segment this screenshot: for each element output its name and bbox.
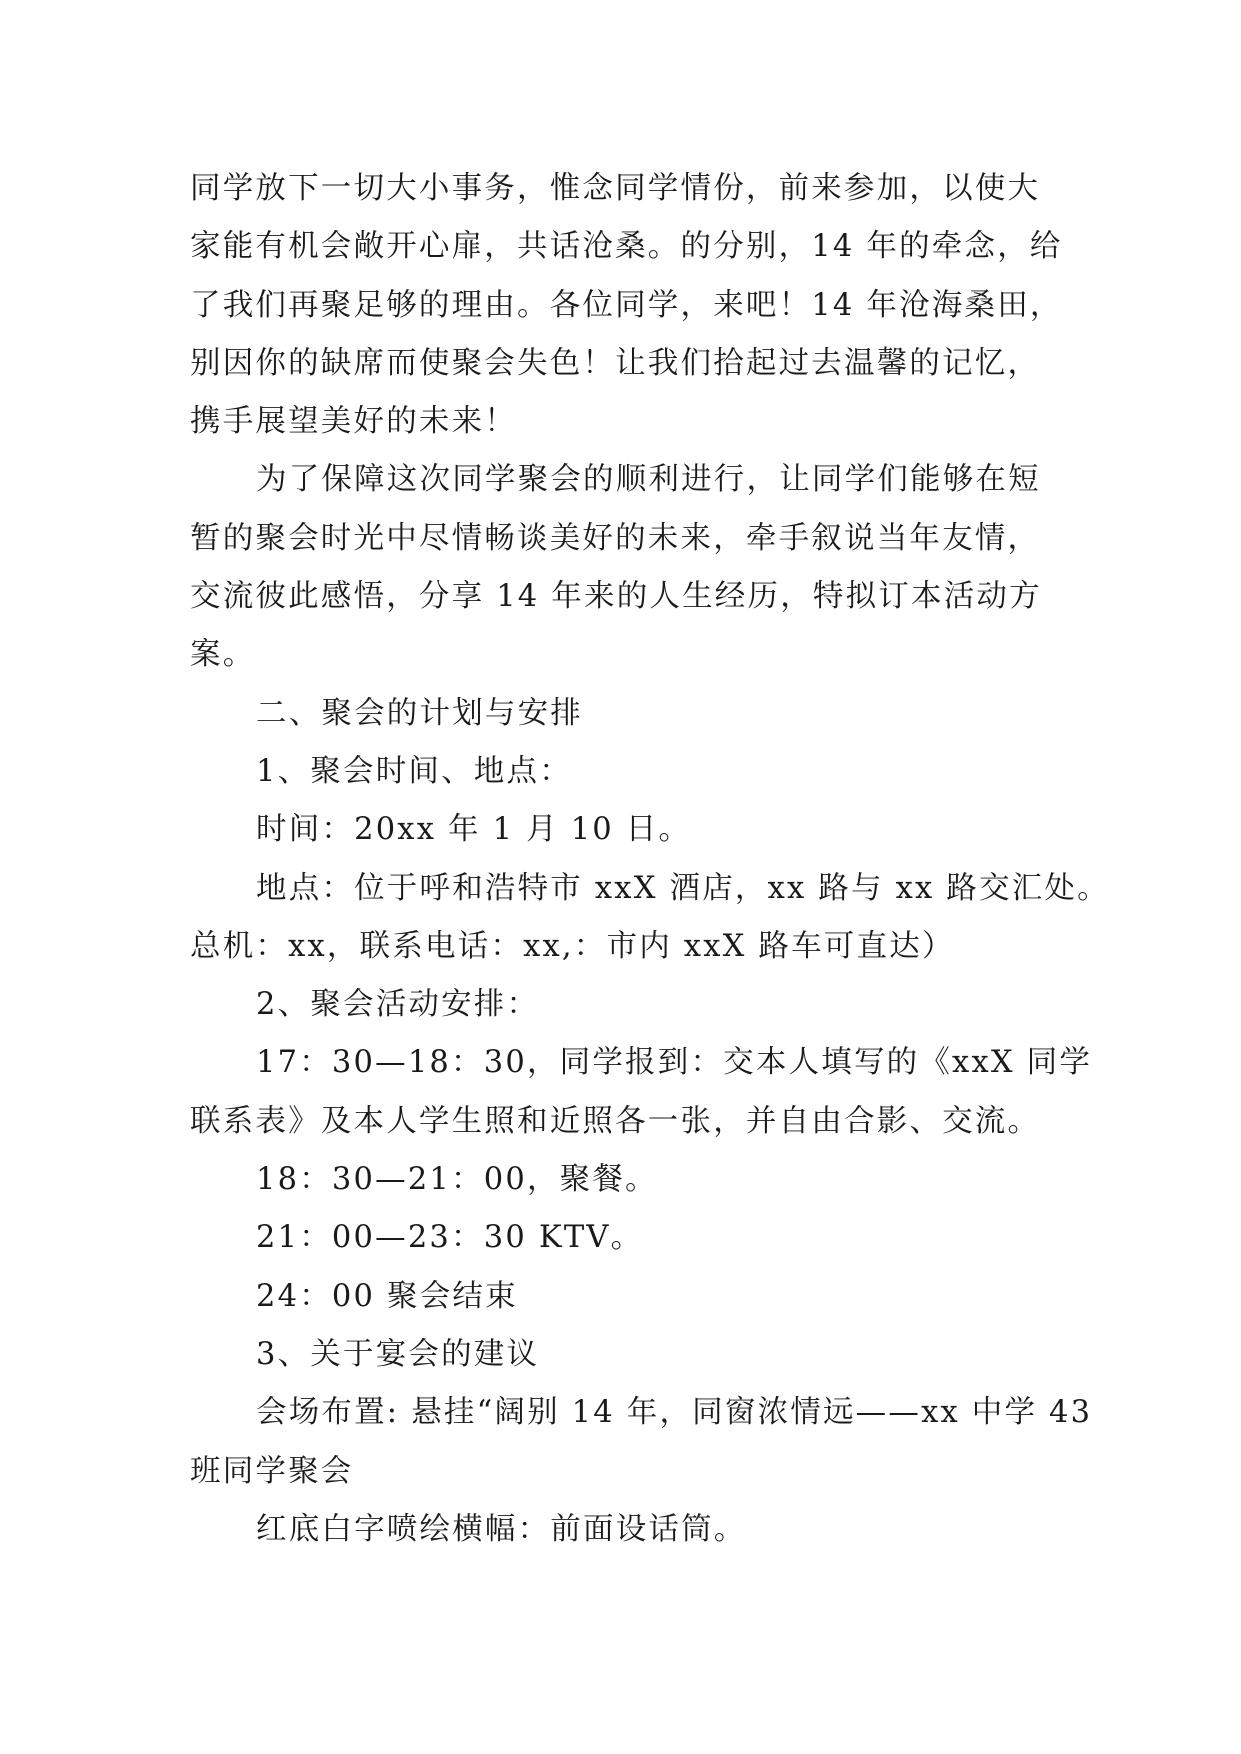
text-line: 为了保障这次同学聚会的顺利进行，让同学们能够在短 bbox=[256, 462, 1041, 498]
text-line: 联系表》及本人学生照和近照各一张，并自由合影、交流。 bbox=[190, 1103, 1041, 1139]
subsection-heading: 3、关于宴会的建议 bbox=[256, 1336, 540, 1372]
text-line: 了我们再聚足够的理由。各位同学，来吧！14 年沧海桑田， bbox=[190, 287, 1063, 323]
text-line: 24：00 聚会结束 bbox=[256, 1278, 518, 1314]
subsection-heading: 1、聚会时间、地点： bbox=[256, 753, 572, 789]
document-body bbox=[190, 160, 1110, 1559]
text-line: 总机：xx，联系电话：xx,：市内 xxX 路车可直达） bbox=[190, 928, 955, 964]
section-heading: 二、聚会的计划与安排 bbox=[256, 695, 583, 731]
text-line: 会场布置: 悬挂“阔别 14 年，同窗浓情远——xx 中学 43 bbox=[256, 1395, 1093, 1431]
subsection-heading: 2、聚会活动安排： bbox=[256, 987, 540, 1023]
text-line: 家能有机会敞开心扉，共话沧桑。的分别，14 年的牵念，给 bbox=[190, 229, 1063, 265]
text-line: 交流彼此感悟，分享 14 年来的人生经历，特拟订本活动方 bbox=[190, 579, 1042, 615]
text-line: 别因你的缺席而使聚会失色！让我们拾起过去温馨的记忆， bbox=[190, 345, 1041, 381]
text-line: 红底白字喷绘横幅：前面设话筒。 bbox=[256, 1511, 747, 1547]
text-line: 携手展望美好的未来！ bbox=[190, 404, 517, 440]
text-line: 班同学聚会 bbox=[190, 1453, 354, 1489]
text-line: 地点：位于呼和浩特市 xxX 酒店，xx 路与 xx 路交汇处。 bbox=[256, 870, 1110, 906]
text-line: 17：30—18：30，同学报到：交本人填写的《xxX 同学 bbox=[256, 1045, 1093, 1081]
text-line: 同学放下一切大小事务，惟念同学情份，前来参加，以使大 bbox=[190, 171, 1041, 206]
text-line: 21：00—23：30 KTV。 bbox=[256, 1220, 644, 1256]
text-line: 暂的聚会时光中尽情畅谈美好的未来，牵手叙说当年友情， bbox=[190, 520, 1041, 556]
text-line: 18：30—21：00，聚餐。 bbox=[256, 1162, 658, 1198]
text-line: 案。 bbox=[190, 637, 256, 673]
text-line: 时间：20xx 年 1 月 10 日。 bbox=[256, 812, 692, 848]
